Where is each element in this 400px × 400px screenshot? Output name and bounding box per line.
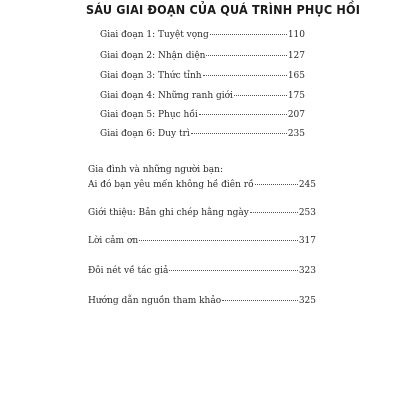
toc-entry-page: 175 bbox=[287, 91, 305, 101]
dot-leader bbox=[199, 114, 287, 115]
toc-entry-sublabel: Ai đó bạn yêu mến không hề điên rồ bbox=[88, 180, 254, 190]
dot-leader bbox=[139, 240, 298, 241]
dot-leader bbox=[203, 75, 287, 76]
toc-entry-page: 253 bbox=[298, 208, 316, 218]
toc-entry-page: 127 bbox=[287, 51, 305, 61]
toc-entry-stage-4[interactable] bbox=[100, 91, 305, 101]
toc-entry-resource-guide[interactable] bbox=[88, 296, 316, 306]
toc-entry-page: 165 bbox=[287, 71, 305, 81]
toc-entry-acknowledgements[interactable] bbox=[88, 236, 316, 246]
toc-entry-about-author[interactable] bbox=[88, 266, 316, 276]
dot-leader bbox=[234, 95, 287, 96]
toc-entry-page: 110 bbox=[287, 30, 305, 40]
toc-entry-introduction[interactable] bbox=[88, 208, 316, 218]
toc-entry-label: Gia đình và những người bạn: bbox=[88, 165, 223, 175]
toc-entry-label: Giai đoạn 6: Duy trì bbox=[100, 129, 190, 139]
dot-leader bbox=[210, 34, 287, 35]
toc-entry-page: 325 bbox=[298, 296, 316, 306]
toc-entry-page: 235 bbox=[287, 129, 305, 139]
toc-entry-stage-1[interactable] bbox=[100, 30, 305, 40]
dot-leader bbox=[255, 184, 298, 185]
toc-entry-stage-3[interactable] bbox=[100, 71, 305, 81]
section-heading: SÁU GIAI ĐOẠN CỦA QUÁ TRÌNH PHỤC HỒI bbox=[86, 2, 361, 17]
toc-entry-label: Giai đoạn 5: Phục hồi bbox=[100, 110, 198, 120]
toc-entry-page: 207 bbox=[287, 110, 305, 120]
toc-entry-label: Giới thiệu: Bản ghi chép hằng ngày bbox=[88, 208, 249, 218]
dot-leader bbox=[222, 300, 298, 301]
toc-entry-label: Hướng dẫn nguồn tham khảo bbox=[88, 296, 222, 306]
toc-entry-page: 323 bbox=[298, 266, 316, 276]
toc-entry-stage-6[interactable] bbox=[100, 129, 305, 139]
toc-entry-label: Giai đoạn 1: Tuyệt vọng bbox=[100, 30, 209, 40]
toc-entry-page: 245 bbox=[298, 180, 316, 190]
toc-entry-label: Giai đoạn 3: Thức tỉnh bbox=[100, 71, 202, 81]
dot-leader bbox=[206, 55, 286, 56]
dot-leader bbox=[191, 133, 287, 134]
toc-entry-label: Giai đoạn 4: Những ranh giới bbox=[100, 91, 233, 101]
toc-entry-stage-2[interactable] bbox=[100, 51, 305, 61]
toc-entry-stage-5[interactable] bbox=[100, 110, 305, 120]
toc-entry-family[interactable] bbox=[88, 165, 316, 190]
dot-leader bbox=[250, 212, 298, 213]
toc-entry-label: Lời cảm ơn bbox=[88, 236, 139, 246]
toc-entry-page: 317 bbox=[298, 236, 316, 246]
toc-entry-label: Giai đoạn 2: Nhận diện bbox=[100, 51, 206, 61]
toc-entry-label: Đôi nét về tác giả bbox=[88, 266, 169, 276]
dot-leader bbox=[169, 270, 297, 271]
